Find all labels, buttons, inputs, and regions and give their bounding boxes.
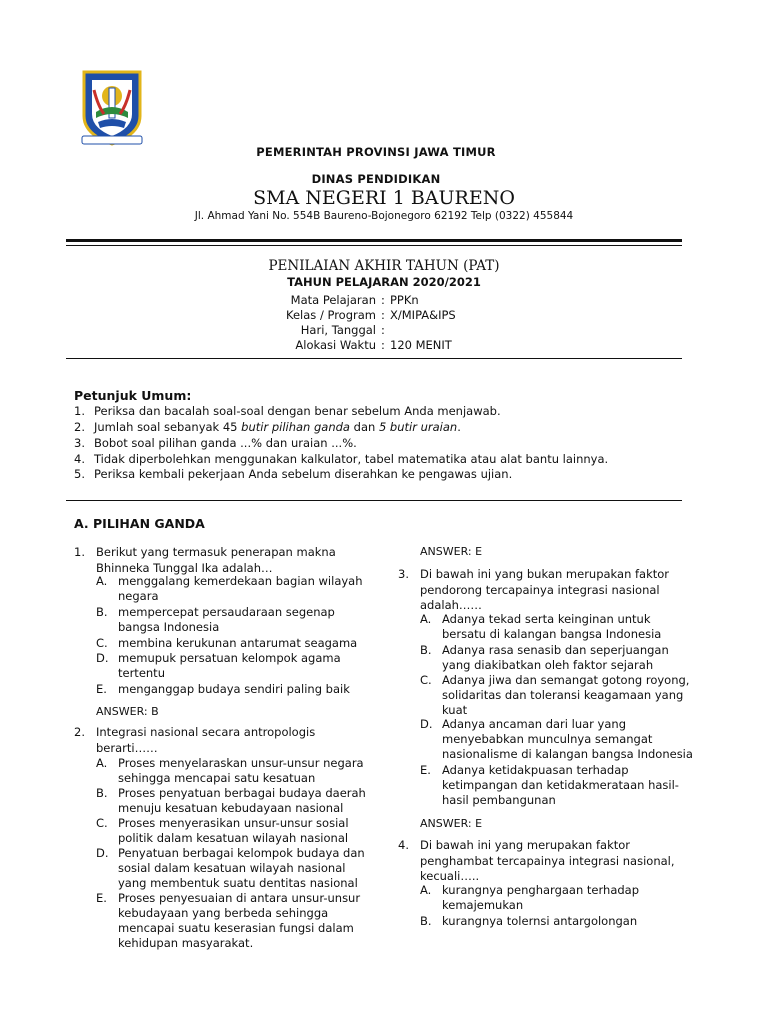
- instructions-divider: [66, 500, 682, 501]
- option-d: D. Penyatuan berbagai kelompok budaya dan sosial dalam kesatuan wilayah nasional yang membentuk suatu dentitas nasional: [96, 846, 365, 890]
- meta-value: PPKn: [390, 293, 419, 307]
- answer-q3: ANSWER: E: [420, 817, 483, 830]
- meta-label: Alokasi Waktu: [295, 338, 376, 352]
- meta-label: Hari, Tanggal: [300, 323, 376, 337]
- option-b: B. Adanya rasa senasib dan seperjuangan yang diakibatkan oleh faktor sejarah: [420, 643, 669, 672]
- option-d: D. Adanya ancaman dari luar yang menyebabkan munculnya semangat nasionalisme di kalangan bangsa Indonesia: [420, 717, 693, 761]
- option-e: E. Proses penyesuaian di antara unsur-unsur kebudayaan yang berbeda sehingga mencapai suatu keserasian fungsi dalam kehidupan masyarakat.: [96, 891, 361, 950]
- question-2: 2. Integrasi nasional secara antropologis berarti……: [74, 725, 316, 755]
- option-c: C. Adanya jiwa dan semangat gotong royong, solidaritas dan toleransi keagamaan yang kuat: [420, 673, 690, 717]
- school-name: SMA NEGERI 1 BAURENO: [253, 187, 515, 209]
- answer-q1: ANSWER: B: [96, 705, 159, 718]
- question-1: 1. Berikut yang termasuk penerapan makna Bhinneka Tunggal Ika adalah…: [74, 545, 336, 575]
- instruction-item: 1. Periksa dan bacalah soal-soal dengan benar sebelum Anda menjawab.: [74, 404, 501, 418]
- option-a: A. kurangnya penghargaan terhadap kemajemukan: [420, 883, 640, 912]
- answer-q2: ANSWER: E: [420, 545, 483, 558]
- instructions-title: Petunjuk Umum:: [74, 388, 192, 403]
- option-d: D. memupuk persatuan kelompok agama tertentu: [96, 651, 341, 680]
- option-c: C. membina kerukunan antarumat seagama: [96, 636, 358, 650]
- meta-value: 120 MENIT: [390, 338, 452, 352]
- meta-label: Kelas / Program: [286, 308, 376, 322]
- province-logo: [78, 66, 146, 148]
- school-address: Jl. Ahmad Yani No. 554B Baureno-Bojonegoro 62192 Telp (0322) 455844: [194, 210, 574, 222]
- meta-label: Mata Pelajaran: [290, 293, 376, 307]
- meta-class: Kelas / Program : X/MIPA&IPS: [286, 308, 456, 322]
- instruction-item: 4. Tidak diperbolehkan menggunakan kalkulator, tabel matematika atau alat bantu lainnya.: [74, 452, 609, 466]
- meta-value: X/MIPA&IPS: [390, 308, 456, 322]
- option-e: E. menganggap budaya sendiri paling baik: [96, 682, 350, 696]
- meta-date: Hari, Tanggal :: [300, 323, 385, 337]
- meta-duration: Alokasi Waktu : 120 MENIT: [295, 338, 452, 352]
- government-name: PEMERINTAH PROVINSI JAWA TIMUR: [256, 145, 496, 159]
- instruction-item: 2. Jumlah soal sebanyak 45 butir pilihan ganda dan 5 butir uraian.: [74, 420, 461, 434]
- question-3: 3. Di bawah ini yang bukan merupakan faktor pendorong tercapainya integrasi nasional adalah……: [398, 567, 670, 612]
- header-divider-thin: [66, 245, 682, 246]
- option-b: B. kurangnya tolernsi antargolongan: [420, 914, 638, 928]
- option-a: A. Adanya tekad serta keinginan untuk bersatu di kalangan bangsa Indonesia: [420, 612, 662, 641]
- option-a: A. menggalang kemerdekaan bagian wilayah negara: [96, 574, 363, 603]
- instruction-item: 3. Bobot soal pilihan ganda ...% dan uraian ...%.: [74, 436, 357, 450]
- exam-title: PENILAIAN AKHIR TAHUN (PAT): [268, 258, 500, 274]
- meta-subject: Mata Pelajaran : PPKn: [290, 293, 419, 307]
- header-divider-thick: [66, 239, 682, 242]
- department-name: DINAS PENDIDIKAN: [311, 172, 441, 186]
- option-e: E. Adanya ketidakpuasan terhadap ketimpangan dan ketidakmerataan hasil- hasil pembangunan: [420, 763, 679, 807]
- option-a: A. Proses menyelaraskan unsur-unsur negara sehingga mencapai satu kesatuan: [96, 756, 364, 785]
- option-c: C. Proses menyerasikan unsur-unsur sosial politik dalam kesatuan wilayah nasional: [96, 816, 349, 845]
- instruction-item: 5. Periksa kembali pekerjaan Anda sebelum diserahkan ke pengawas ujian.: [74, 467, 513, 481]
- section-heading: A. PILIHAN GANDA: [74, 516, 205, 531]
- exam-year: TAHUN PELAJARAN 2020/2021: [287, 275, 481, 289]
- meta-divider: [66, 358, 682, 359]
- question-4: 4. Di bawah ini yang merupakan faktor penghambat tercapainya integrasi nasional, kecuali…..: [398, 838, 675, 883]
- option-b: B. Proses penyatuan berbagai budaya daerah menuju kesatuan kebudayaan nasional: [96, 786, 366, 815]
- option-b: B. mempercepat persaudaraan segenap bangsa Indonesia: [96, 605, 335, 634]
